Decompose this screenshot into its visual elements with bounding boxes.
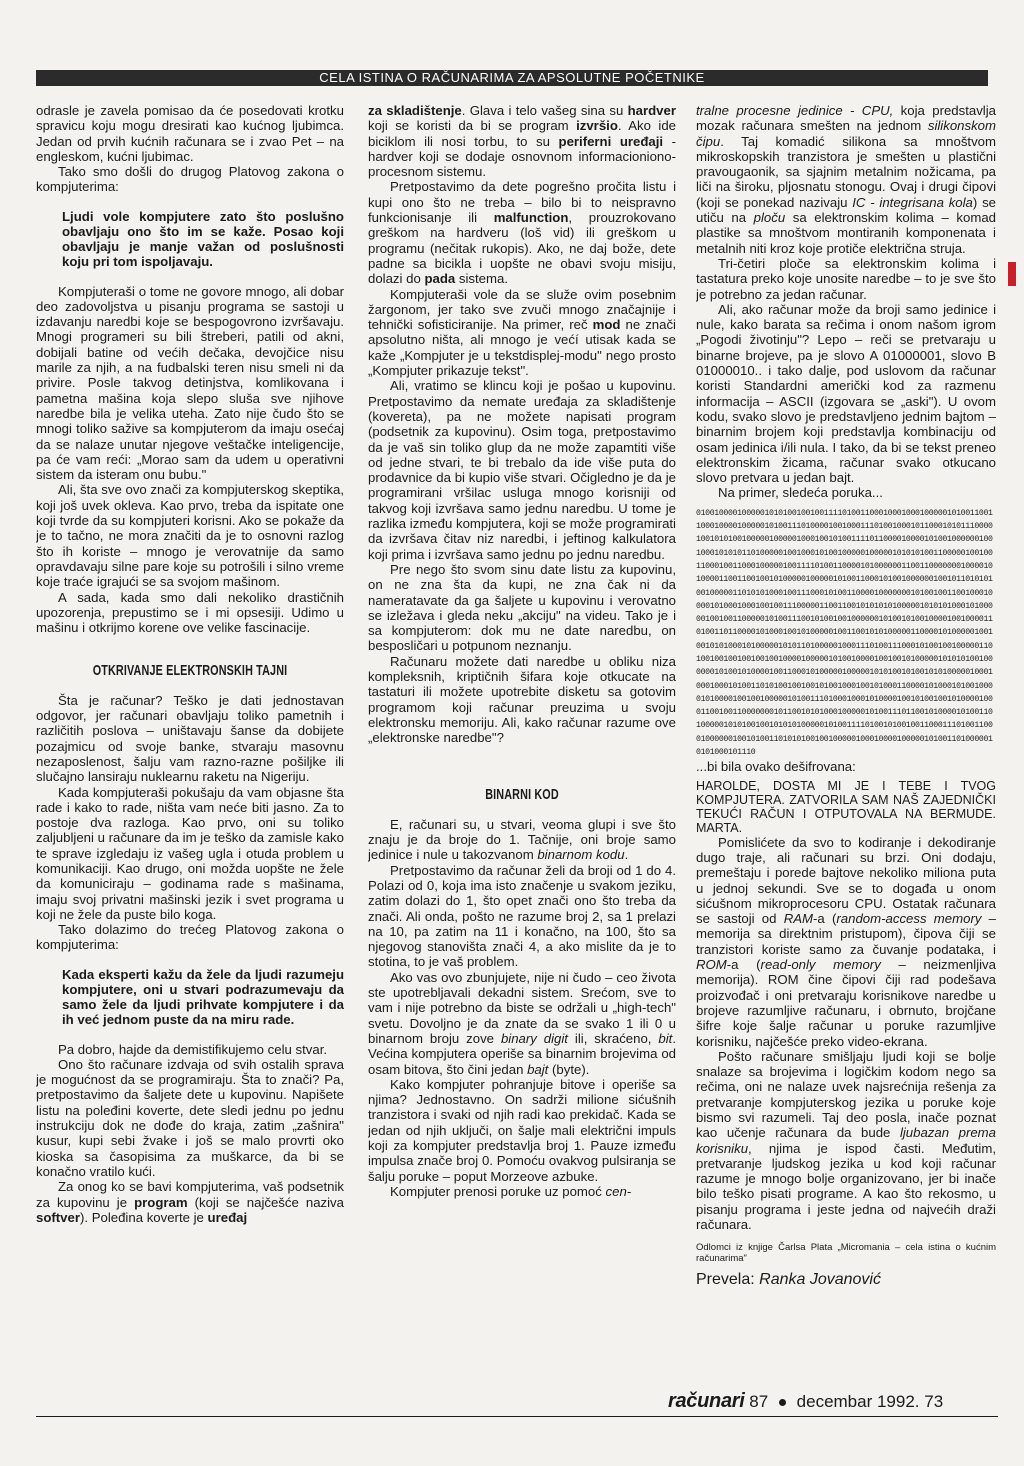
section-heading: OTKRIVANJE ELEKTRONSKIH TAJNI [92, 662, 288, 680]
paragraph: Ono što računare izdvaja od svih ostalih sprava je mogućnost da se programiraju. Šta to znači? Pa, pretpostavimo da šaljete dete u kupovinu. Napišete listu na poleđini koverte, dete sledi jednu po jednu instrukciju dok ne dođe do kraja, zatim „zašnira" kusur, kupi sebi žvake i još se malo provrti oko kioska sa časopisima za muškarce, da bi se konačno vratilo kući. [36, 1056, 344, 1179]
issue-number: 87 [749, 1392, 769, 1411]
edge-mark [1008, 262, 1016, 286]
paragraph: Tako smo došli do drugog Platovog zakona o kompjuterima: [36, 164, 344, 195]
footer-rule [36, 1416, 998, 1417]
paragraph: Šta je računar? Teško je dati jednostavan odgovor, jer računari obavljaju toliko pametnih i različitih poslova – uništavaju šanse da dobijete pozajmicu od svoje banke, stvaraju masovnu nezaposlenost, šalju vam razno-razne pošiljke ili slučajno lansiraju nuklearnu raketu na Nigeriju. [36, 692, 344, 785]
paragraph: Na primer, sledeća poruka... [718, 485, 883, 501]
term-uredaj: uređaj [207, 1209, 248, 1225]
section-heading: BINARNI KOD [485, 786, 559, 804]
section-header-bar [36, 70, 988, 86]
paragraph: Pretpostavimo da dete pogrešno pročita listu i kupi ono što ne treba – bilo bi to neispravno funkcionisanje ili malfunction, prouzrokovano greškom na hardveru (loš vid) ili greškom u programu (nečitak rukopis). Ako, ne daj bože, dete padne sa bicikla i uopšte ne obavi svoju misiju, dolazi do pada sistema. [368, 179, 676, 287]
translator-credit: Prevela: Ranka Jovanović [696, 1271, 881, 1289]
term-softver: softver [36, 1209, 80, 1225]
paragraph: za skladištenje. Glava i telo vašeg sina su hardver koji se koristi da bi se program izvršio. Ako ide biciklom ili nosi torbu, to su periferni uređaji - hardver koji se dodaje osnovnom informacioniono-procesnom sistemu. [368, 103, 676, 180]
paragraph: Kompjuteraši o tome ne govore mnogo, ali dobar deo zadovoljstva u pisanju programa se sastoji u izdavanju naredbi koje se bespogovrono izvršavaju. Mnogi programeri su bili štreberi, patili od akni, dobijali batine od većih dečaka, devojčice nisu marile za njih, a na fudbalski teren nisu smeli ni da privire. Posle takvog detinjstva, komlikovana i pametna mašina koja slepo sluša sve njihove naredbe bila je velika uteha. Zato nije čudo što se mnogi toliko sažive sa kompjuterom da imaju osećaj da se nalaze unutar njegove veštačke inteligencije, pa će vam reći: „Morao sam da udem u operativni sistem da isteram onu bubu." [36, 283, 344, 483]
paragraph: tralne procesne jedinice - CPU, koja predstavlja mozak računara smešten na jednom silikonskom čipu. Taj komadić silikona sa mnoštvom mikroskopskih tranzistora je smešten u plastični pravougaonik, sa sjajnim metalnim nožicama, pa liči na široku, pljosnatu stonogu. Ovaj i drugi čipovi (koji se ponekad nazivaju IC - integrisana kola) se utiču na ploču sa elektronskim kolima – komad plastike sa mnoštvom montiranih komponenata i metalnih niti kroz koje protiče električna struja. [696, 103, 996, 256]
paragraph: ...bi bila ovako dešifrovana: [696, 759, 856, 775]
section-header-title: CELA ISTINA O RAČUNARIMA ZA APSOLUTNE POČETNIKE [319, 70, 705, 85]
issue-date: decembar 1992. [796, 1392, 920, 1411]
paragraph: Pošto računare smišljaju ljudi koji se bolje snalaze sa brojevima i logičkim kodom nego sa rečima, oni ne nalaze uvek najsrećnija rešenja za pretvaranje kompjuterskog jezika u poruke koje bismo svi razumeli. Taj deo posla, inače poznat kao učenje računara da bude ljubazan prema korisniku, njima je ispod časti. Međutim, pretvaranje ljudskog jezika u kod koji računar razume je mnogo bolje organizovano, jer bi inače bilo teško pisati programe. A kao što rekosmo, u pisanju programa i jeste jedna od najvećih draži računara. [696, 1048, 996, 1233]
translator-name: Ranka Jovanović [759, 1271, 881, 1289]
paragraph: Kompjuter prenosi poruke uz pomoć cen- [390, 1183, 632, 1199]
article-column-2 [368, 103, 676, 1393]
bullet-dot-icon [779, 1399, 786, 1406]
paragraph: Pa dobro, hajde da demistifikujemo celu stvar. [58, 1041, 328, 1057]
paragraph: Pomislićete da svo to kodiranje i dekodiranje dugo traje, ali računari su brzi. Oni dodaju, premeštaju i porede bajtove nekoliko miliona puta u jednoj sekundi. Sve se to događa u onom sićušnom mikroprocesoru CPU. Ostatak računara se sastoji od RAM-a (random-access memory – memorija sa direktnim pristupom), čipova čiji se tranzistori koriste samo za čuvanje podataka, i ROM-a (read-only memory – neizmenljiva memorija). ROM čine čipovi čiji rad podešava proizvođač i oni pretvaraju korisnikove naredbe u brojeve razumljive računaru, i obrnuto, brojčane šifre koje šalje računar u poruke razumljive korisniku, najčešće preko video-ekrana. [696, 834, 996, 1049]
paragraph: Ali, šta sve ovo znači za kompjuterskog skeptika, koji još uvek okleva. Kao prvo, treba da ispitate one koji tvrde da su kompjuteri korisni. Ako se pokaže da je to tačno, ne mora značiti da je to osnovni razlog što ih koriste – mnogo je verovatnije da samo opravdavaju silne pare koje su potrošili i silno vreme koje traće igrajući se sa svojom mašinom. [36, 482, 344, 590]
article-column-1 [36, 103, 344, 1393]
paragraph: Ako vas ovo zbunjujete, nije ni čudo – ceo života ste upotrebljavali dekadni sistem. Srećom, sve to vam i nije potrebno da biste se održali u „high-tech" svetu. Dovoljno je da znate da se svako 1 ili 0 u binarnom broju zove binary digit ili, skraćeno, bit. Većina kompjutera operiše sa binarnim brojevima od osam bitova, što čini jedan bajt (byte). [368, 969, 676, 1077]
pull-quote: Ljudi vole kompjutere zato što poslušno obavljaju ono što im se kaže. Posao koji obavljaju je manje važan od poslušnosti koju pri tom ispoljavaju. [62, 208, 344, 270]
paragraph: Pretpostavimo da računar želi da broji od 1 do 4. Polazi od 0, koja ima isto značenje u svakom jeziku, zatim dolazi do 1, što opet znači ono što treba da znači. Ali onda, pošto ne razume broj 2, sa 1 prelazi na 10, pa zatim na 11 i konačno, na 100, što sa njegovog stanovišta znači 4, a ako mislite da je to stotina, to je vaš problem. [368, 862, 676, 970]
source-credit: Odlomci iz knjige Čarlsa Plata „Micromania – cela istina o kućnim računarima" [696, 1242, 996, 1265]
paragraph: Pre nego što svom sinu date listu za kupovinu, on ne zna šta da kupi, ne zna čak ni da nameratavate da ga šaljete u kupovinu i verovatno se izležava i gleda neku „akciju" na videu. Tako je i sa kompjuterom: dok mu ne date naredbu, on besposličari u potpunom neznanju. [368, 561, 676, 654]
page-footer [668, 1386, 998, 1416]
paragraph: Računaru možete dati naredbe u obliku niza kompleksnih, kriptičnih šifara koje otkucate na tastaturi ili možete upotrebite disketu sa gotovim programom koji računar preuzima u svoju elektronsku memoriju. Ali, kako računar razume ove „elektronske naredbe"? [368, 653, 676, 746]
paragraph: Ali, vratimo se klincu koji je pošao u kupovinu. Pretpostavimo da nemate uređaja za skladištenje (kovereta), pa ne možete napisati program (podsetnik za kupovinu). Osim toga, pretpostavimo da je vaš sin toliko glup da ne može zapamtiti više od jedne stvari, te bi trebalo da ide više puta do prodavnice da bi kupio više stvari. Očigledno je da je programirani vršilac usluga mnogo korisniji od takvog koji izvršava samo jednu naredbu. U tome je razlika između kompjutera, koji se može programirati da izvršava čitav niz naredbi, i jeftinog kalkulatora koji prima i izvršava samo jednu po jednu naredbu. [368, 378, 676, 562]
pull-quote: Kada eksperti kažu da žele da ljudi razumeju kompjutere, oni u stvari podrazumevaju da samo žele da ljudi prihvate kompjutere i da ih već jednom puste da na miru rade. [62, 966, 344, 1028]
paragraph: Kompjuteraši vole da se služe ovim posebnim žargonom, jer tako sve zvuči mnogo značajnije i tehnički sofisticiranije. Na primer, reč mod ne znači apsolutno ništa, ali mnogo je većí utisak kada se kaže „Kompjuter je u tekstdisplej-modu" nego prosto „Kompjuter prikazuje tekst". [368, 286, 676, 379]
paragraph: Ali, ako računar može da broji samo jedinice i nule, kako barata sa rečima i onom našom igrom „Pogodi životinju"? Lepo – reči se pretvaraju u binarne brojeve, pa je slovo A 01000001, slovo B 01000010.. i tako dalje, pod uslovom da računar koristi Standardni američki kod za razmenu informacija – ASCII (izgovara se „aski"). U ovom kodu, svako slovo je predstavljeno jednim bajtom – binarnim brojem koji predstavlja kombinaciju od osam jedinica i/ili nula. I tako, da bi se tekst preneo elektronskim žicama, računar svako otkucano slovo pretvara u jedan bajt. [696, 301, 996, 486]
magazine-logo: računari [668, 1390, 745, 1412]
paragraph: Kako kompjuter pohranjuje bitove i operiše sa njima? Jednostavno. On sadrži milione sićušnih tranzistora i svaki od njih radi kao prekidač. Kada se jedan od njih uključi, on šalje mali električni impuls koji za kompjuter predstavlja broj 1. Pauze između impulsa znače broj 0. Pomoću ovakvog pulsiranja se šalju poruke – poput Morzeove azbuke. [368, 1076, 676, 1184]
paragraph: odrasle je zavela pomisao da će posedovati krotku spravicu koju mogu dresirati kao kućnog ljubimca. Jedan od prvih kućnih računara se i zvao Pet – na engleskom, kućni ljubimac. [36, 103, 344, 164]
page-number: 73 [924, 1392, 944, 1411]
article-column-3 [696, 103, 996, 1393]
paragraph: E, računari su, u stvari, veoma glupi i sve što znaju je da broje do 1. Tačnije, oni broje samo jedinice i nule u takozvanom binarnom kodu. [368, 816, 676, 863]
paragraph: Tri-četiri ploče sa elektronskim kolima i tastatura preko koje unosite naredbe – to je sve što je potrebno za jedan računar. [696, 255, 996, 302]
paragraph: Kada kompjuteraši pokušaju da vam objasne šta rade i kako to rade, ništa vam neće biti jasno. Za to postoje dva razloga. Kao prvo, oni su toliko zaljubljeni u računare da im je teško da zamisle kako te sprave izgledaju iz vašeg ugla i otuda problem u komunikaciji. Kao drugo, oni možda uopšte ne žele da komuniciraju – godinama rade s mašinama, imaju svoj privatni mašinski jezik i svet programa u koji ne žele da puste bilo koga. [36, 784, 344, 922]
decoded-message: HAROLDE, DOSTA MI JE I TEBE I TVOG KOMPJUTERA. ZATVORILA SAM NAŠ ZAJEDNIČKI TEKUĆI RAČUN I OTPUTOVALA NA BERMUDE. MARTA. [696, 778, 996, 835]
paragraph: A sada, kada smo dali nekoliko drastičnih upozorenja, prepustimo se i mi opsesiji. Udimo u mašinu i otkrijmo korene ove velike fascinacije. [36, 589, 344, 636]
term-program: program [134, 1194, 188, 1210]
binary-message: 0100100001000001010100100100111101001100010001000100000101001100110001000010000010100111010000100100011101001000101100010101110000100101010010000010000010001001010011110110000100001010010000001001000101010110100000100100010100100000100000101010100110000010010011000100110001000001001111010011000010100000011001100000001000010100001100110010010100000100000101001100010100100000010010110101010010000011010101000100111000101001100001000000010100100110010001000010100010001001001110000011001100101010101000001010101000101000001001001100000101001110010100100100000010100101001000010010000110100110110000101000100101000001001100101010000011000010100000100100101010001010000010101101000001000111010011100010100100100000110100100100100100100100001000001010010000100100101000001010101001000000101001010000100110001010000010000010101001010010101000001000100010001010011010100100100101001000100101000110000101000101001000010100001001001000001010011101000100010100001001010010010100001000110010011000000010110010101000100000101001110110010100001010011010000010101001001010101000001010011110100101001001100011101001100010000001001010011010101001001000001000100001000001010011010000010101000101110 [696, 508, 993, 758]
paragraph: Za onog ko se bavi kompjuterima, vaš podsetnik za kupovinu je program (koji se najčešće naziva softver). Poleđina koverte je uređaj [36, 1179, 344, 1225]
paragraph: Tako dolazimo do trećeg Platovog zakona o kompjuterima: [36, 922, 344, 953]
